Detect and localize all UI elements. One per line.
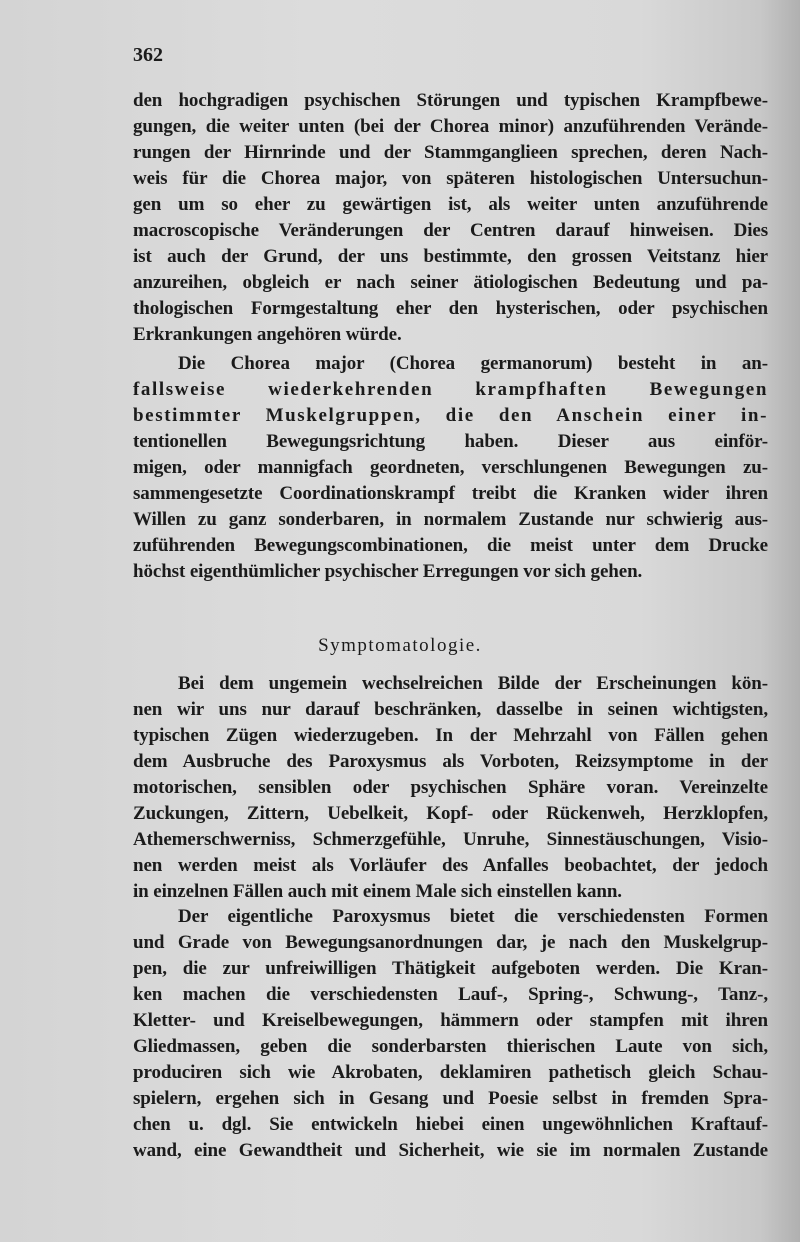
text-line: ken machen die verschiedensten Lauf-, Spring-, Schwung-, Tanz-, [133,984,768,1005]
text-line: Bei dem ungemein wechselreichen Bilde der Erscheinungen kön- [178,673,768,694]
text-line: und Grade von Bewegungsanordnungen dar, je nach den Muskelgrup- [133,932,768,953]
text-line: gungen, die weiter unten (bei der Chorea minor) anzuführenden Verände- [133,116,768,137]
text-line: Gliedmassen, geben die sonderbarsten thierischen Laute von sich, [133,1036,768,1057]
text-line: Der eigentliche Paroxysmus bietet die verschiedensten Formen [178,906,768,927]
text-line: nen wir uns nur darauf beschränken, dasselbe in seinen wichtigsten, [133,699,768,720]
text-line: wand, eine Gewandtheit und Sicherheit, wie sie im normalen Zustande [133,1140,768,1161]
text-line: zuführenden Bewegungscombinationen, die meist unter dem Drucke [133,535,768,556]
text-line: migen, oder mannigfach geordneten, verschlungenen Bewegungen zu- [133,457,768,478]
text-line: Erkrankungen angehören würde. [133,324,402,345]
text-line: ist auch der Grund, der uns bestimmte, den grossen Veitstanz hier [133,246,768,267]
text-line: in einzelnen Fällen auch mit einem Male sich einstellen kann. [133,881,622,902]
text-line: typischen Zügen wiederzugeben. In der Mehrzahl von Fällen gehen [133,725,768,746]
text-line: gen um so eher zu gewärtigen ist, als weiter unten anzuführende [133,194,768,215]
text-line: rungen der Hirnrinde und der Stammganglieen sprechen, deren Nach- [133,142,768,163]
text-line: Die Chorea major (Chorea germanorum) besteht in an- [178,353,768,374]
text-line: den hochgradigen psychischen Störungen und typischen Krampfbewe- [133,90,768,111]
section-heading: Symptomatologie. [318,635,482,656]
text-line: produciren sich wie Akrobaten, deklamiren pathetisch gleich Schau- [133,1062,768,1083]
text-line: Willen zu ganz sonderbaren, in normalem Zustande nur schwierig aus- [133,509,768,530]
text-line: dem Ausbruche des Paroxysmus als Vorboten, Reizsymptome in der [133,751,768,772]
text-line: weis für die Chorea major, von späteren histologischen Untersuchun- [133,168,768,189]
text-line: nen werden meist als Vorläufer des Anfalles beobachtet, der jedoch [133,855,768,876]
text-line: höchst eigenthümlicher psychischer Erregungen vor sich gehen. [133,561,643,582]
text-line: pen, die zur unfreiwilligen Thätigkeit aufgeboten werden. Die Kran- [133,958,768,979]
text-line: Zuckungen, Zittern, Uebelkeit, Kopf- oder Rückenweh, Herzklopfen, [133,803,768,824]
text-line: anzureihen, obgleich er nach seiner ätiologischen Bedeutung und pa- [133,272,768,293]
page-number: 362 [133,44,163,66]
text-line: macroscopische Veränderungen der Centren darauf hinweisen. Dies [133,220,768,241]
text-line: motorischen, sensiblen oder psychischen Sphäre voran. Vereinzelte [133,777,768,798]
text-line: spielern, ergehen sich in Gesang und Poesie selbst in fremden Spra- [133,1088,768,1109]
text-line: thologischen Formgestaltung eher den hysterischen, oder psychischen [133,298,768,319]
text-line: Athemerschwerniss, Schmerzgefühle, Unruhe, Sinnestäuschungen, Visio- [133,829,768,850]
text-line: bestimmter Muskelgruppen, die den Anschein einer in- [133,405,768,426]
text-line: Kletter- und Kreiselbewegungen, hämmern oder stampfen mit ihren [133,1010,768,1031]
text-line: chen u. dgl. Sie entwickeln hiebei einen ungewöhnlichen Kraftauf- [133,1114,768,1135]
text-line: tentionellen Bewegungsrichtung haben. Dieser aus einför- [133,431,768,452]
text-line: fallsweise wiederkehrenden krampfhaften Bewegungen [133,379,768,400]
text-line: sammengesetzte Coordinationskrampf treibt die Kranken wider ihren [133,483,768,504]
